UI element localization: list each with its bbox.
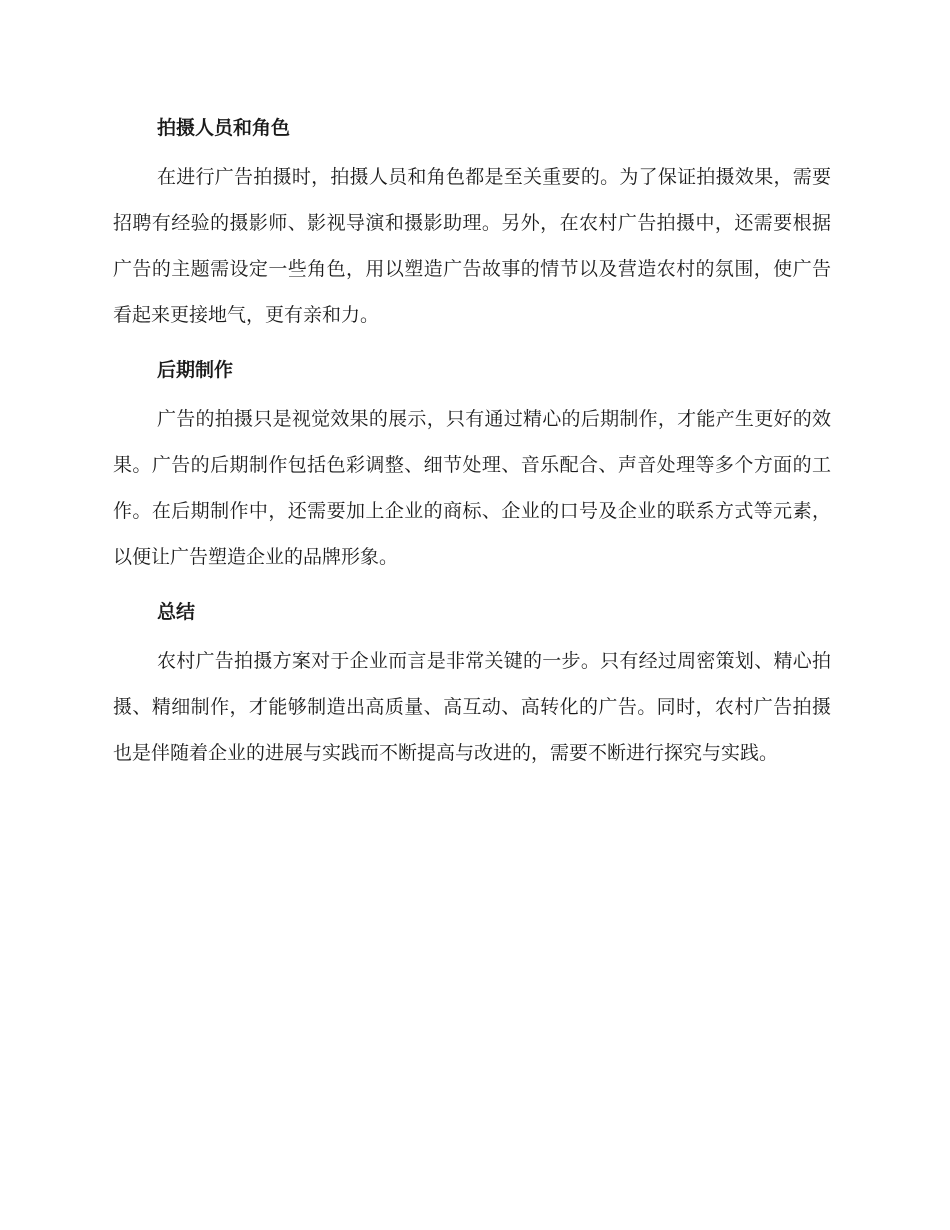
section-paragraph-post-production: 广告的拍摄只是视觉效果的展示，只有通过精心的后期制作，才能产生更好的效果。广告的后期制作包括色彩调整、细节处理、音乐配合、声音处理等多个方面的工作。在后期制作中，还需要加上企业的商标、企业的口号及企业的联系方式等元素，以便让广告塑造企业的品牌形象。 xyxy=(113,408,831,568)
document-body xyxy=(113,108,831,776)
spacer xyxy=(113,338,831,350)
section-heading-summary: 总结 xyxy=(157,601,196,623)
section-heading-staff-and-roles: 拍摄人员和角色 xyxy=(157,117,291,139)
spacer xyxy=(113,580,831,592)
section-paragraph-summary: 农村广告拍摄方案对于企业而言是非常关键的一步。只有经过周密策划、精心拍摄、精细制作，才能够制造出高质量、高互动、高转化的广告。同时，农村广告拍摄也是伴随着企业的进展与实践而不断提高与改进的，需要不断进行探究与实践。 xyxy=(113,650,831,764)
section-paragraph-staff-and-roles: 在进行广告拍摄时，拍摄人员和角色都是至关重要的。为了保证拍摄效果，需要招聘有经验的摄影师、影视导演和摄影助理。另外，在农村广告拍摄中，还需要根据广告的主题需设定一些角色，用以塑造广告故事的情节以及营造农村的氛围，使广告看起来更接地气，更有亲和力。 xyxy=(113,166,831,326)
section-heading-post-production: 后期制作 xyxy=(157,359,234,381)
